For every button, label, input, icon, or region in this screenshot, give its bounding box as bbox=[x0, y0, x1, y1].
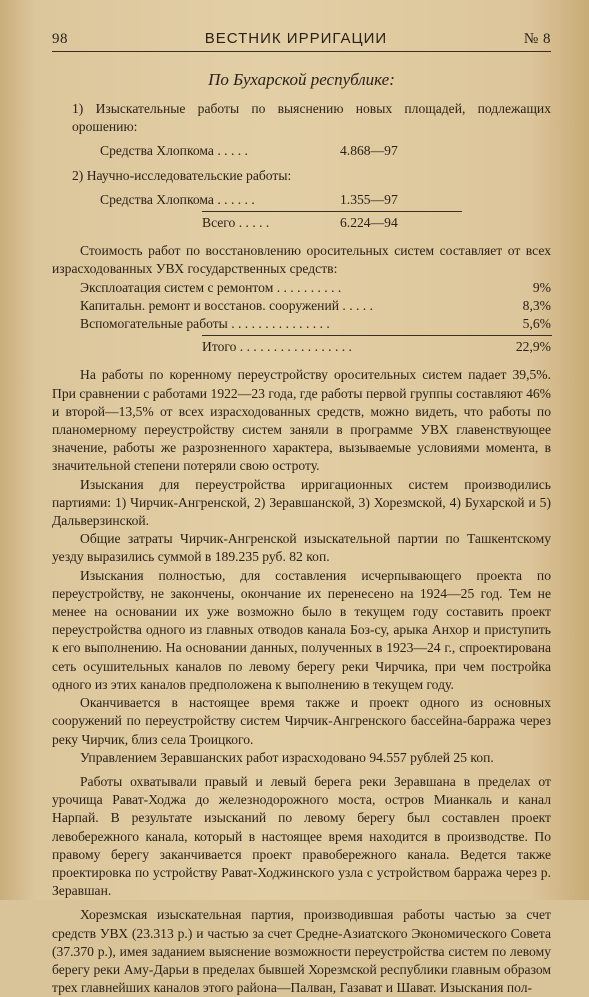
cost-row bbox=[52, 297, 551, 315]
costs-total-label: Итого . . . . . . . . . . . . . . . . . bbox=[202, 339, 352, 355]
cost-label: Эксплоатация систем с ремонтом . . . . . . . . . . bbox=[80, 279, 342, 295]
cost-row bbox=[52, 279, 551, 297]
paragraph: На работы по коренному переустройству оросительных систем падает 39,5%. При сравнении с работами 1922—23 года, где работы первой группы составляют 46% и второй—13,5% от всех израсходованных средств, можно видеть, что работы по планомерному переустройству систем заняли в программе УВХ главенствующее значение, работы же разрозненного характера, вызываемые условиями момента, в значительной степени потеряли свою остроту. bbox=[52, 367, 551, 474]
total-value: 6.224—94 bbox=[340, 215, 398, 231]
paragraph: Хорезмская изыскательная партия, производившая работы частью за счет средств УВХ (23.313 р.) и частью за счет Средне-Азиатского Экономического Совета (37.370 р.), имея заданием выяснение возможности переустройства систем по левому берегу реки Аму-Дарьи в пределах бывшей Хорезмской республики главным образом трех главнейших каналов этого района—Палван, Газават и Шават. Изыскания пол- bbox=[52, 907, 551, 996]
paragraph: Изыскания для переустройства ирригационных систем производились партиями: 1) Чирчик-Ангренской, 2) Зеравшанской, 3) Хорезмской, 4) Бухарской и 5) Дальверзинской. bbox=[52, 476, 551, 529]
cost-intro: Стоимость работ по восстановлению оросительных систем составляет от всех израсходованных УВХ государственных средств: bbox=[52, 243, 551, 277]
fund-label: Средства Хлопкома . . . . . . bbox=[100, 191, 255, 207]
cost-value: 9% bbox=[532, 279, 551, 295]
paragraph: Оканчивается в настоящее время также и проект одного из основных сооружений по переустройству систем Чирчик-Ангренского бассейна-барража через реку Чирчик, близ села Троицкого. bbox=[52, 695, 551, 747]
cost-row bbox=[52, 315, 551, 333]
total-label: Всего . . . . . bbox=[202, 215, 270, 231]
costs-total-row bbox=[52, 338, 551, 356]
fund-value: 4.868—97 bbox=[340, 143, 398, 159]
journal-title: ВЕСТНИК ИРРИГАЦИИ bbox=[204, 30, 388, 47]
cost-label: Капитальн. ремонт и восстанов. сооружений . . . . . bbox=[80, 297, 373, 313]
section-title: По Бухарской республике: bbox=[208, 70, 395, 89]
item-2-label: 2) Научно-исследовательские работы: bbox=[72, 167, 292, 183]
issue-number: № 8 bbox=[523, 31, 551, 47]
cost-value: 5,6% bbox=[522, 316, 551, 332]
paragraph: Изыскания полностью, для составления исчерпывающего проекта по переустройству, не закончены, окончание их перенесено на 1924—25 год. Тем не менее на основании их уже возможно было в текущем году составить проект переустройства одного из главных отводов канала Боз-су, арыка Анхор и приступить к его выполнению. На основании данных, полученных в 1923—24 г., спроектирована сеть осушительных каналов по левому берегу реки Чирчика, при чем постройка одного из этих каналов предположена к выполнению в текущем году. bbox=[52, 567, 551, 692]
cost-value: 8,3% bbox=[522, 297, 551, 313]
total-divider bbox=[202, 211, 462, 212]
page-header bbox=[52, 30, 551, 52]
item-1-label: 1) Изыскательные работы по выяснению новых площадей, подлежащих орошению: bbox=[72, 101, 551, 135]
fund-value: 1.355—97 bbox=[340, 191, 398, 207]
total-row bbox=[52, 214, 551, 232]
costs-divider bbox=[202, 335, 552, 336]
item-2-fund-row bbox=[52, 191, 551, 209]
paragraph: Общие затраты Чирчик-Ангренской изыскательной партии по Ташкентскому уезду выразились суммой в 189.235 руб. 82 коп. bbox=[52, 531, 551, 565]
page-number: 98 bbox=[52, 31, 68, 47]
cost-label: Вспомогательные работы . . . . . . . . . . . . . . . bbox=[80, 316, 330, 332]
item-1-fund-row bbox=[52, 142, 551, 160]
fund-label: Средства Хлопкома . . . . . bbox=[100, 143, 248, 159]
costs-total-value: 22,9% bbox=[515, 339, 551, 355]
paragraph: Работы охватывали правый и левый берега реки Зеравшана в пределах от урочища Рават-Ходжа до железнодорожного моста, остров Мианкаль и канал Нарпай. В результате изысканий по левому берегу был составлен проект левобережного канала, который в настоящее время находится в производстве. По правому берегу заканчивается проект правобережного канала. Ведется также проектировка по устройству Рават-Ходжинского узла с устройством барража через р. Зеравшан. bbox=[52, 773, 551, 899]
paragraph: Управлением Зеравшанских работ израсходовано 94.557 рублей 25 коп. bbox=[80, 749, 494, 765]
